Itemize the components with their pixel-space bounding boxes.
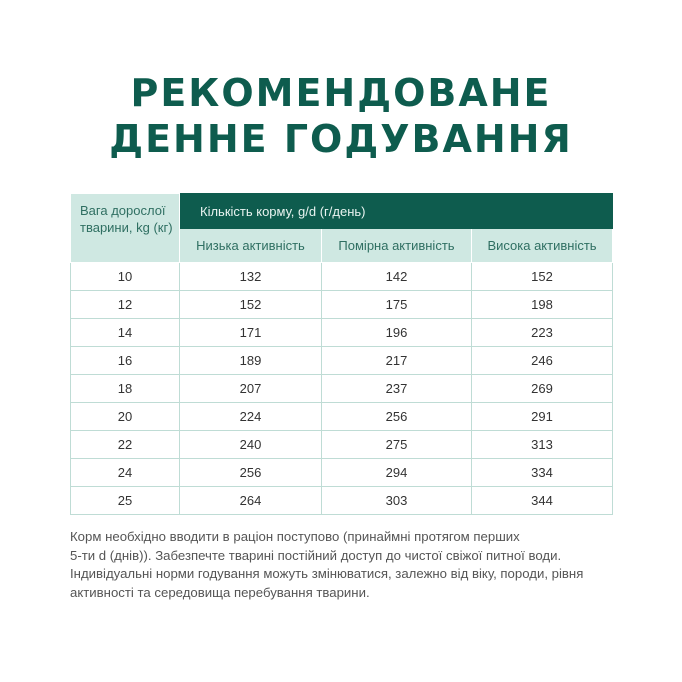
moderate-activity-cell: 237 — [322, 375, 472, 403]
moderate-activity-cell: 256 — [322, 403, 472, 431]
moderate-activity-cell: 217 — [322, 347, 472, 375]
weight-cell: 10 — [71, 263, 180, 291]
low-activity-cell: 171 — [180, 319, 322, 347]
quantity-header: Кількість корму, g/d (г/день) — [180, 194, 613, 229]
high-activity-cell: 269 — [472, 375, 613, 403]
weight-cell: 20 — [71, 403, 180, 431]
high-activity-cell: 291 — [472, 403, 613, 431]
moderate-activity-cell: 142 — [322, 263, 472, 291]
moderate-activity-header: Помірна активність — [322, 229, 472, 263]
note-line-2: 5-ти d (днів)). Забезпечте тварині постійний доступ до чистої свіжої питної води. — [70, 547, 562, 563]
low-activity-cell: 240 — [180, 431, 322, 459]
high-activity-cell: 344 — [472, 487, 613, 515]
weight-cell: 16 — [71, 347, 180, 375]
title-line-1: РЕКОМЕНДОВАНЕ — [130, 71, 552, 115]
weight-cell: 24 — [71, 459, 180, 487]
weight-cell: 14 — [71, 319, 180, 347]
feeding-table — [70, 193, 613, 515]
low-activity-cell: 207 — [180, 375, 322, 403]
high-activity-cell: 246 — [472, 347, 613, 375]
table-row — [71, 347, 613, 375]
low-activity-cell: 152 — [180, 291, 322, 319]
table-row — [71, 459, 613, 487]
moderate-activity-cell: 294 — [322, 459, 472, 487]
table-row — [71, 319, 613, 347]
table-row — [71, 487, 613, 515]
moderate-activity-cell: 303 — [322, 487, 472, 515]
table-row — [71, 291, 613, 319]
weight-cell: 22 — [71, 431, 180, 459]
low-activity-cell: 256 — [180, 459, 322, 487]
table-row — [71, 375, 613, 403]
weight-cell: 12 — [71, 291, 180, 319]
weight-cell: 25 — [71, 487, 180, 515]
low-activity-cell: 224 — [180, 403, 322, 431]
high-activity-cell: 313 — [472, 431, 613, 459]
feeding-note — [70, 528, 630, 602]
table-row — [71, 431, 613, 459]
weight-cell: 18 — [71, 375, 180, 403]
moderate-activity-cell: 275 — [322, 431, 472, 459]
low-activity-cell: 132 — [180, 263, 322, 291]
low-activity-cell: 264 — [180, 487, 322, 515]
note-line-3: Індивідуальні норми годування можуть змінюватися, залежно від віку, породи, рівня — [70, 566, 584, 581]
moderate-activity-cell: 196 — [322, 319, 472, 347]
high-activity-cell: 198 — [472, 291, 613, 319]
high-activity-cell: 223 — [472, 319, 613, 347]
moderate-activity-cell: 175 — [322, 291, 472, 319]
title-line-2: ДЕННЕ ГОДУВАННЯ — [109, 117, 573, 161]
page-title — [0, 70, 682, 162]
note-line-1: Корм необхідно вводити в раціон поступово (принаймні протягом перших — [70, 529, 520, 544]
weight-column-header: Вага дорослої тварини, kg (кг) — [71, 194, 180, 263]
high-activity-header: Висока активність — [472, 229, 613, 263]
high-activity-cell: 334 — [472, 459, 613, 487]
table-row — [71, 263, 613, 291]
low-activity-cell: 189 — [180, 347, 322, 375]
high-activity-cell: 152 — [472, 263, 613, 291]
low-activity-header: Низька активність — [180, 229, 322, 263]
note-line-4: активності та середовища перебування тварини. — [70, 584, 370, 600]
table-row — [71, 403, 613, 431]
